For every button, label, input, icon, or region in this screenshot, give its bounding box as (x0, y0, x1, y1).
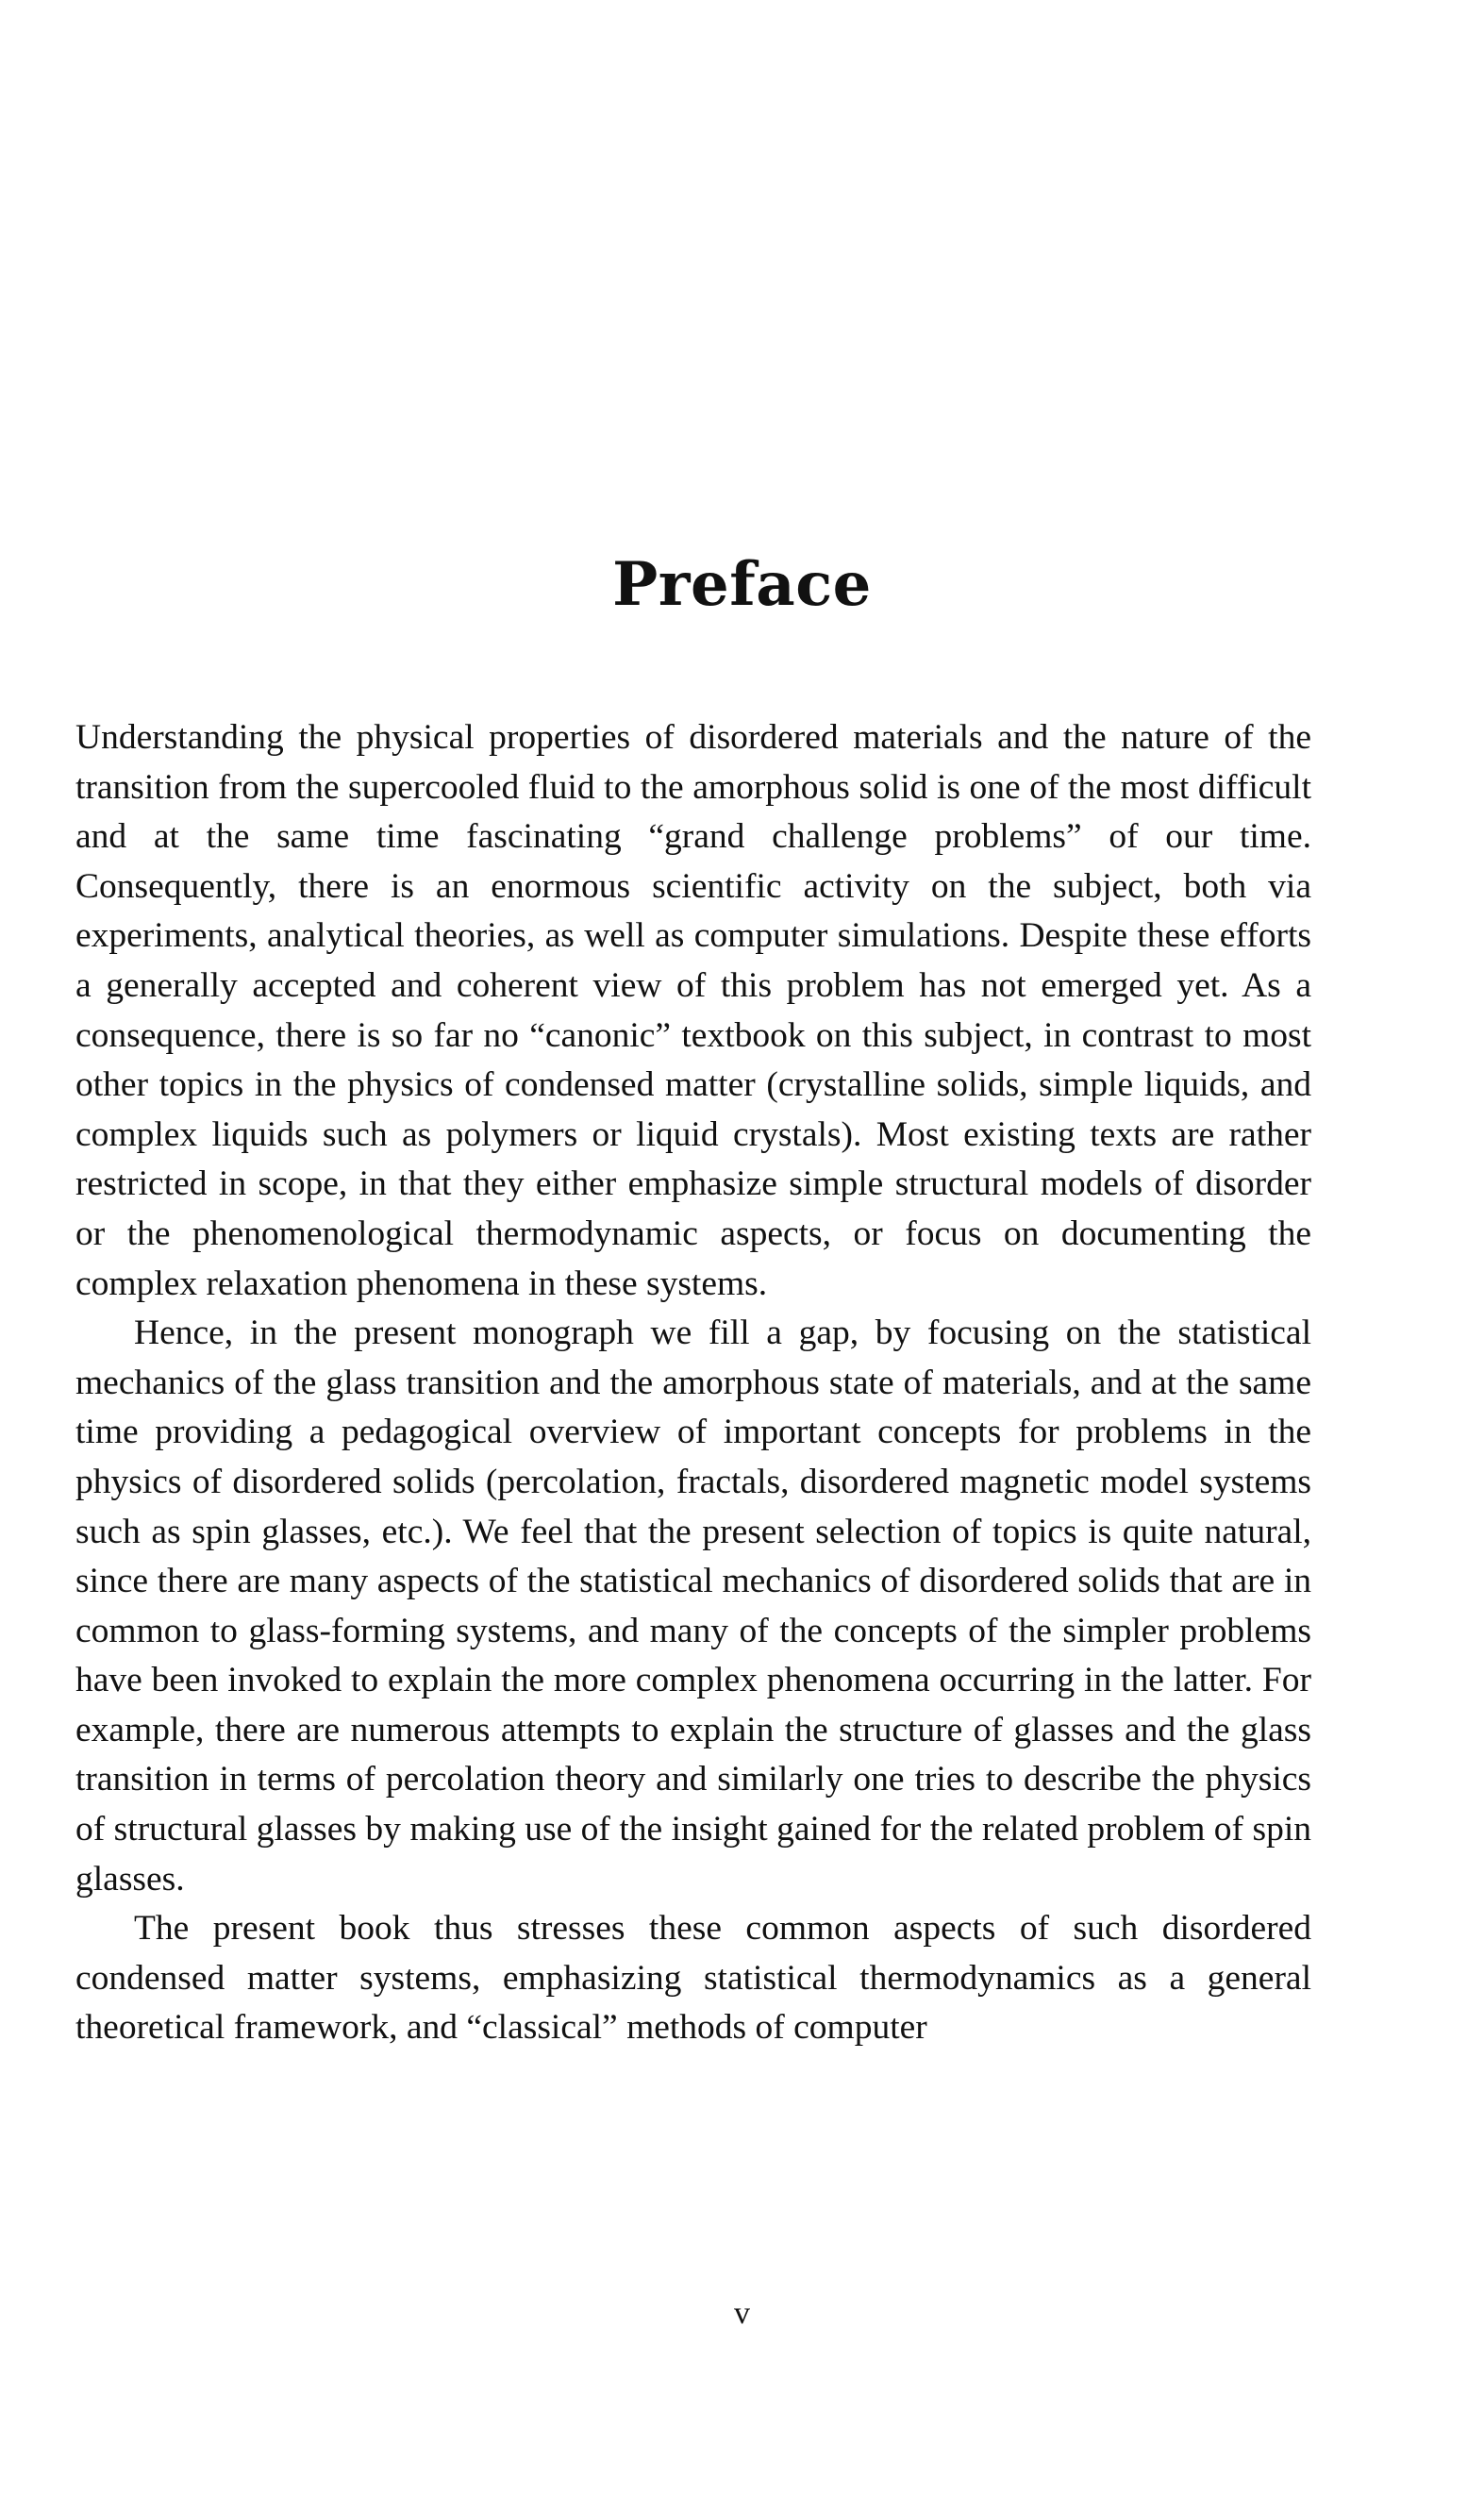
page-number: v (734, 2296, 750, 2331)
paragraph-1: Understanding the physical properties of disordered materials and the nature of the transition from the supercooled fluid to the amorphous solid is one of the most difficult and at the same time fascinating “grand challenge problems” of our time. Consequently, there is an enormous scientific activity on the subject, both via experiments, analytical theories, as well as computer simulations. Despite these efforts a generally accepted and coherent view of this problem has not emerged yet. As a consequence, there is so far no “canonic” textbook on this subject, in contrast to most other topics in the physics of condensed matter (crystalline solids, simple liquids, and complex liquids such as polymers or liquid crystals). Most existing texts are rather restricted in scope, in that they either emphasize simple structural models of disorder or the phenomenological thermodynamic aspects, or focus on documenting the complex relaxation phenomena in these systems. (75, 718, 1311, 1303)
page-title: Preface (612, 549, 872, 620)
preface-body (75, 713, 1311, 2053)
paragraph-2: Hence, in the present monograph we fill a gap, by focusing on the statistical mechanics of the glass transition and the amorphous state of materials, and at the same time providing a pedagogical overview of important concepts for problems in the physics of disordered solids (percolation, fractals, disordered magnetic model systems such as spin glasses, etc.). We feel that the present selection of topics is quite natural, since there are many aspects of the statistical mechanics of disordered solids that are in common to glass-forming systems, and many of the concepts of the simpler problems have been invoked to explain the more complex phenomena occurring in the latter. For example, there are numerous attempts to explain the structure of glasses and the glass transition in terms of percolation theory and similarly one tries to describe the physics of structural glasses by making use of the insight gained for the related problem of spin glasses. (75, 1314, 1311, 1899)
paragraph-3: The present book thus stresses these common aspects of such disordered condensed matter systems, emphasizing statistical thermodynamics as a general theoretical framework, and “classical” methods of computer (75, 1909, 1311, 2048)
